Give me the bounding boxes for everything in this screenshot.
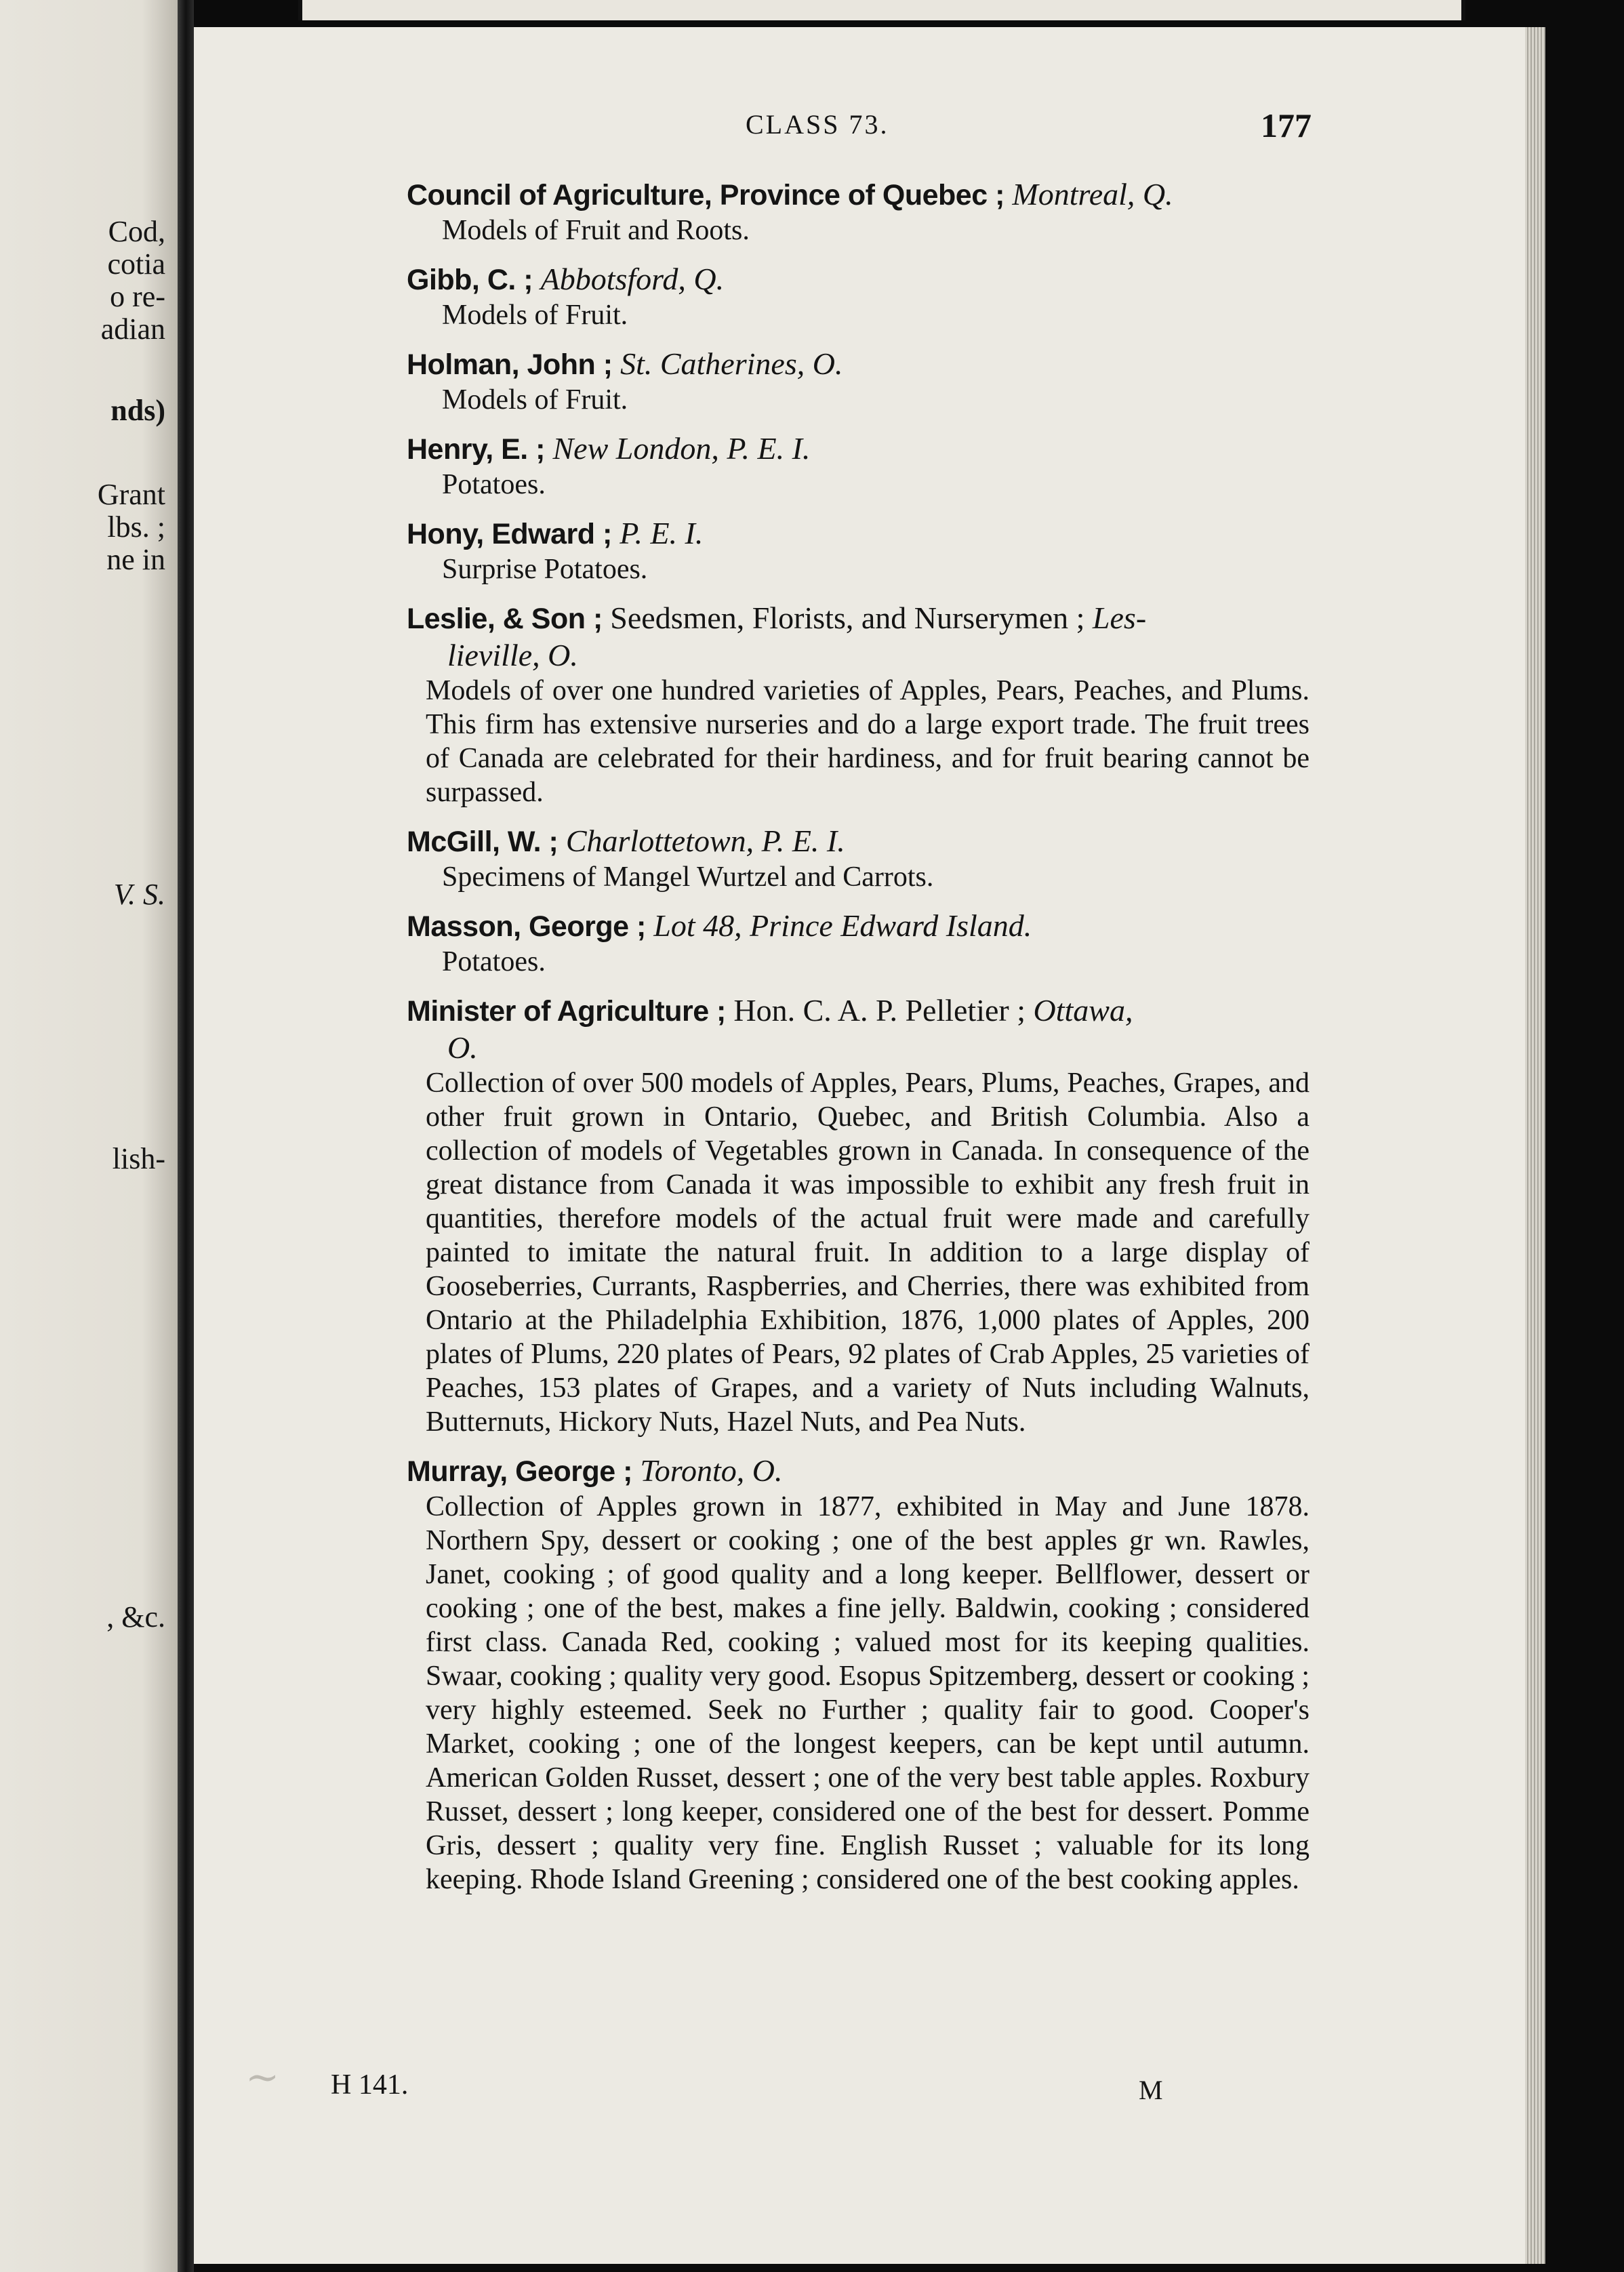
book-gutter (178, 0, 194, 2272)
exhibitor-location-continued: lieville, O. (447, 638, 578, 672)
exhibitor-location: Toronto, O. (640, 1453, 783, 1488)
gathering-mark: M (1139, 2075, 1163, 2105)
exhibitor-location: Montreal, Q. (1012, 177, 1173, 211)
exhibit-description: Models of Fruit and Roots. (442, 215, 750, 246)
underlying-page-edge (298, 0, 1465, 20)
exhibit-description: Models of Fruit. (442, 300, 628, 331)
exhibitor-entry (407, 346, 1315, 417)
exhibitor-entry (407, 823, 1315, 894)
exhibitor-name: Gibb, C. ; (407, 264, 533, 296)
exhibit-description: Specimens of Mangel Wurtzel and Carrots. (442, 861, 934, 893)
exhibitor-entry (407, 908, 1315, 979)
exhibit-description: Surprise Potatoes. (442, 554, 648, 585)
left-fragment: lish- (112, 1142, 165, 1175)
exhibitor-name: Leslie, & Son ; (407, 603, 603, 635)
page-number: 177 (1261, 106, 1312, 144)
exhibitor-location: St. Catherines, O. (620, 346, 843, 381)
exhibitor-name: Holman, John ; (407, 348, 613, 381)
exhibitor-location: New London, P. E. I. (552, 431, 811, 466)
left-fragment: V. S. (113, 878, 165, 911)
exhibitor-entry (407, 261, 1315, 332)
exhibitor-name: Minister of Agriculture ; (407, 995, 726, 1028)
exhibitor-name: Murray, George ; (407, 1455, 632, 1488)
entry-heading (407, 908, 1315, 945)
signature-mark: H 141. (331, 2069, 409, 2101)
exhibitor-name: Hony, Edward ; (407, 518, 612, 550)
entry-heading (407, 992, 1315, 1030)
left-page-fragment (0, 0, 178, 2272)
exhibit-description: Collection of Apples grown in 1877, exhibited in May and June 1878. Northern Spy, dessert or cooking ; one of the best apples gr wn. Rawles, Janet, cooking ; of good quality and a long keeper. Bellflower, dessert or cooking ; one of the best, makes a fine jelly. Baldwin, cooking ; considered first class. Canada Red, cooking ; valued most for its keeping qualities. Swaar, cooking ; quality very good. Esopus Spitzemberg, dessert or cooking ; very highly esteemed. Seek no Further ; quality fair to good. Cooper's Market, cooking ; one of the longest keepers, can be kept until autumn. American Golden Russet, dessert ; one of the very best table apples. Roxbury Russet, dessert ; long keeper, considered one of the best for dessert. Pomme Gris, dessert ; quality very fine. English Russet ; valuable for its long keeping. Rhode Island Greening ; considered one of the best cooking apples. (426, 1491, 1310, 1895)
left-fragment: adian (100, 312, 165, 346)
exhibit-description: Collection of over 500 models of Apples, Pears, Plums, Peaches, Grapes, and other fruit grown in Ontario, Quebec, and British Columbia. Also a collection of models of Vegetables grown in Canada. In consequence of the great distance from Canada it was impossible to exhibit any fresh fruit in quantities, therefore models of the actual fruit were made and carefully painted to imitate the natural fruit. In addition to a large display of Gooseberries, Currants, Raspberries, and Cherries, there was exhibited from Ontario at the Philadelphia Exhibition, 1876, 1,000 plates of Apples, 200 plates of Plums, 220 plates of Pears, 92 plates of Crab Apples, 25 varieties of Peaches, 153 plates of Grapes, and a variety of Nuts including Walnuts, Butternuts, Hickory Nuts, Hazel Nuts, and Pea Nuts. (426, 1068, 1310, 1438)
pencil-mark: ~ (245, 2054, 280, 2101)
entry-heading (407, 1453, 1315, 1490)
entry-heading (407, 600, 1315, 637)
left-fragment: cotia (107, 247, 165, 281)
exhibit-description: Potatoes. (442, 469, 546, 500)
entry-heading (407, 515, 1315, 552)
running-head (407, 88, 1315, 142)
exhibitor-entry (407, 1453, 1315, 1896)
entry-heading (407, 430, 1315, 468)
entry-heading (407, 176, 1315, 214)
exhibitor-entry (407, 600, 1315, 809)
exhibitor-location: Charlottetown, P. E. I. (565, 824, 845, 858)
left-fragment: , &c. (106, 1600, 165, 1634)
exhibit-description: Models of Fruit. (442, 384, 628, 415)
page-stack-edge (1525, 27, 1545, 2264)
exhibitor-entry (407, 515, 1315, 586)
entry-heading (407, 346, 1315, 383)
left-fragment: lbs. ; (107, 510, 165, 544)
left-fragment: o re- (110, 280, 165, 313)
exhibitor-location: P. E. I. (620, 516, 704, 550)
left-fragment: Grant (97, 478, 165, 511)
exhibitor-name: Henry, E. ; (407, 433, 545, 466)
exhibitor-entry (407, 176, 1315, 247)
exhibit-description: Models of over one hundred varieties of Apples, Pears, Peaches, and Plums. This firm has extensive nurseries and do a large export trade. The fruit trees of Canada are celebrated for their hardiness, and for fruit bearing cannot be surpassed. (426, 675, 1310, 808)
exhibitor-location: Ottawa, (1033, 993, 1133, 1028)
exhibitor-name: McGill, W. ; (407, 826, 559, 858)
class-heading: CLASS 73. (746, 109, 889, 140)
exhibitor-detail: Hon. C. A. P. Pelletier ; (733, 993, 1026, 1028)
left-fragment: ne in (106, 543, 165, 576)
exhibitor-entry (407, 430, 1315, 502)
exhibitor-list (407, 176, 1315, 1910)
left-fragment: Cod, (108, 215, 165, 248)
exhibitor-location: Lot 48, Prince Edward Island. (653, 908, 1032, 943)
exhibitor-detail: Seedsmen, Florists, and Nurserymen ; (610, 601, 1085, 635)
exhibit-description: Potatoes. (442, 946, 546, 977)
exhibitor-location: Abbotsford, Q. (540, 262, 725, 296)
entry-heading (407, 261, 1315, 298)
exhibitor-name: Masson, George ; (407, 910, 646, 943)
exhibitor-name: Council of Agriculture, Province of Quebec ; (407, 179, 1004, 211)
left-fragment: nds) (110, 394, 165, 427)
entry-heading (407, 823, 1315, 860)
exhibitor-entry (407, 992, 1315, 1439)
exhibitor-location-continued: O. (447, 1030, 478, 1065)
exhibitor-location: Les- (1092, 601, 1147, 635)
